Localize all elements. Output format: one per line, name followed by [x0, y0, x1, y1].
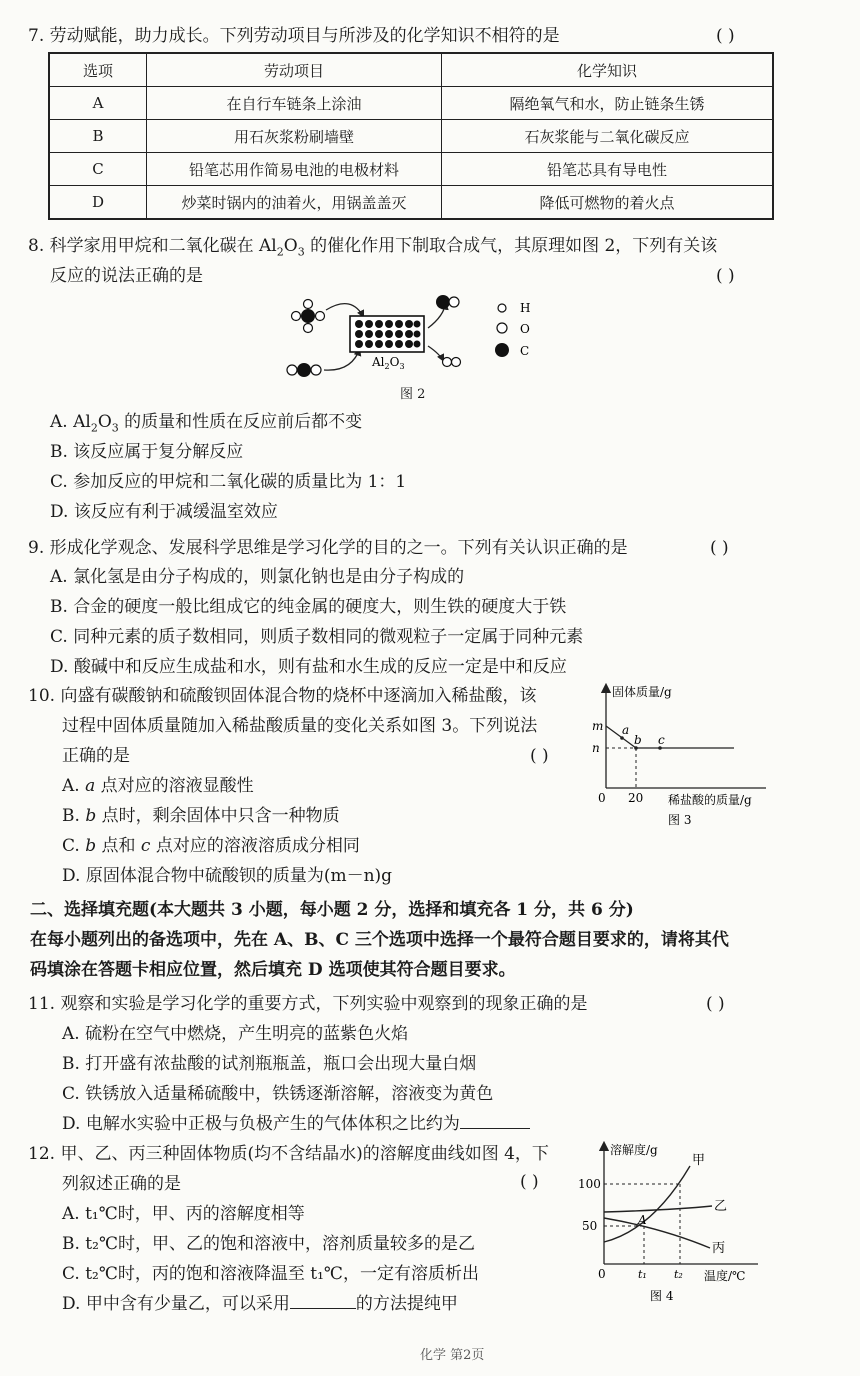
- oxygen-atom-icon: [497, 323, 507, 333]
- table-cell: 用石灰浆粉刷墙壁: [147, 120, 442, 153]
- catalyst-label: $Al_2O_3$: [372, 355, 405, 371]
- legend-label: C: [520, 344, 530, 358]
- series-label-jia: 甲: [692, 1153, 706, 1168]
- tick-label-n: n: [592, 741, 600, 755]
- q11-option-c: C. 铁锈放入适量稀硫酸中，铁锈逐渐溶解，溶液变为黄色: [62, 1084, 494, 1104]
- curve-bing: [604, 1218, 710, 1248]
- table-cell: 降低可燃物的着火点: [442, 186, 774, 220]
- tick-label-m: m: [592, 719, 604, 733]
- figure-4-solubility-chart: [572, 1140, 768, 1310]
- q9-option-c: C. 同种元素的质子数相同，则质子数相同的微观粒子一定属于同种元素: [50, 627, 584, 647]
- tick-label-50: 50: [582, 1219, 598, 1233]
- y-axis-label: 溶解度/g: [610, 1143, 658, 1157]
- x-axis-label: 温度/℃: [704, 1269, 746, 1283]
- q10-stem-line2: 过程中固体质量随加入稀盐酸质量的变化关系如图 3。下列说法: [62, 716, 538, 736]
- q11-option-d: D. 电解水实验中正极与负极产生的气体体积之比约为: [62, 1112, 530, 1136]
- q9-answer-paren: ( ): [710, 538, 729, 558]
- table-cell: B: [49, 120, 147, 153]
- table-cell: 在自行车链条上涂油: [147, 87, 442, 120]
- figure-2-caption: 图 2: [400, 387, 426, 402]
- q11-option-a: A. 硫粉在空气中燃烧，产生明亮的蓝紫色火焰: [62, 1024, 409, 1044]
- q12-answer-paren: ( ): [520, 1172, 539, 1192]
- q9-option-a: A. 氯化氢是由分子构成的，则氯化钠也是由分子构成的: [50, 567, 465, 587]
- point-label-b: b: [634, 733, 642, 747]
- table-cell: A: [49, 87, 147, 120]
- q12-stem-line2: 列叙述正确的是: [62, 1174, 181, 1194]
- fill-in-blank[interactable]: [460, 1112, 530, 1129]
- q12-option-b: B. t₂℃时，甲、乙的饱和溶液中，溶剂质量较多的是乙: [62, 1234, 475, 1254]
- tick-label-t2: t₂: [674, 1268, 683, 1281]
- y-axis-label: 固体质量/g: [612, 685, 672, 699]
- q7-stem: 7. 劳动赋能，助力成长。下列劳动项目与所涉及的化学知识不相符的是: [28, 26, 560, 46]
- table-cell: 炒菜时锅内的油着火，用锅盖盖灭: [147, 186, 442, 220]
- q10-stem-line3: 正确的是: [62, 746, 130, 766]
- table-cell: D: [49, 186, 147, 220]
- q12-option-d: D. 甲中含有少量乙，可以采用 的方法提纯甲: [62, 1294, 458, 1314]
- figure-3-caption: 图 3: [668, 813, 692, 827]
- table-header-row: [49, 53, 773, 87]
- point-label-a: A: [638, 1213, 647, 1227]
- q12-stem-line1: 12. 甲、乙、丙三种固体物质(均不含结晶水)的溶解度曲线如图 4，下: [28, 1144, 549, 1164]
- series-label-yi: 乙: [714, 1199, 728, 1214]
- point-label-a: a: [622, 723, 630, 737]
- q10-option-a: A. a 点对应的溶液显酸性: [62, 776, 254, 796]
- q9-option-d: D. 酸碱中和反应生成盐和水，则有盐和水生成的反应一定是中和反应: [50, 657, 567, 677]
- curve-jia: [604, 1166, 690, 1242]
- q8-stem: 8. 科学家用甲烷和二氧化碳在 $Al_2O_3$ 的催化作用下制取合成气，其原理如图 2，下列有关该: [28, 236, 718, 259]
- tick-label-20: 20: [628, 791, 644, 805]
- carbon-dioxide-molecule: [287, 363, 321, 377]
- table-row: [49, 87, 773, 120]
- table-cell: 铅笔芯用作简易电池的电极材料: [147, 153, 442, 186]
- methane-molecule: [292, 300, 325, 333]
- legend-label: O: [520, 322, 530, 336]
- q8-option-c: C. 参加反应的甲烷和二氧化碳的质量比为 1：1: [50, 472, 407, 492]
- carbon-atom-icon: [495, 343, 509, 357]
- table-header: 劳动项目: [147, 53, 442, 87]
- page-footer: 化学 第2页: [420, 1348, 485, 1363]
- tick-label-zero: 0: [598, 1267, 606, 1281]
- section-2-instruction-line2: 码填涂在答题卡相应位置，然后填充 D 选项使其符合题目要求。: [30, 960, 516, 980]
- q8-option-a: A. $Al_2O_3$ 的质量和性质在反应前后都不变: [50, 412, 363, 435]
- table-row: [49, 120, 773, 153]
- figure-4-caption: 图 4: [650, 1289, 674, 1303]
- q8-option-b: B. 该反应属于复分解反应: [50, 442, 244, 462]
- table-cell: 铅笔芯具有导电性: [442, 153, 774, 186]
- q8-option-d: D. 该反应有利于减缓温室效应: [50, 502, 278, 522]
- q12-option-a: A. t₁℃时，甲、丙的溶解度相等: [62, 1204, 305, 1224]
- q12-option-c: C. t₂℃时，丙的饱和溶液降温至 t₁℃，一定有溶质析出: [62, 1264, 479, 1284]
- table-cell: 隔绝氧气和水，防止链条生锈: [442, 87, 774, 120]
- x-axis-label: 稀盐酸的质量/g: [668, 793, 752, 807]
- arrow-icon: [428, 346, 444, 362]
- q9-option-b: B. 合金的硬度一般比组成它的纯金属的硬度大，则生铁的硬度大于铁: [50, 597, 567, 617]
- figure-3-solid-mass-chart: [584, 682, 774, 832]
- figure-2-reaction-diagram: [280, 288, 550, 388]
- q8-answer-paren: ( ): [716, 266, 735, 286]
- q9-stem: 9. 形成化学观念、发展科学思维是学习化学的目的之一。下列有关认识正确的是: [28, 538, 628, 558]
- section-2-instruction-line1: 在每小题列出的备选项中，先在 A、B、C 三个选项中选择一个最符合题目要求的，请将其代: [30, 930, 729, 950]
- hydrogen-molecule: [443, 358, 461, 367]
- hydrogen-atom-icon: [498, 304, 506, 312]
- table-row: [49, 186, 773, 220]
- q10-stem-line1: 10. 向盛有碳酸钠和硫酸钡固体混合物的烧杯中逐滴加入稀盐酸，该: [28, 686, 537, 706]
- table-cell: C: [49, 153, 147, 186]
- point-label-c: c: [658, 733, 665, 747]
- legend-label: H: [520, 301, 531, 315]
- q10-answer-paren: ( ): [530, 746, 549, 766]
- carbon-monoxide-molecule: [436, 295, 459, 309]
- table-header: 化学知识: [442, 53, 774, 87]
- series-label-bing: 丙: [712, 1241, 726, 1256]
- q10-option-b: B. b 点时，剩余固体中只含一种物质: [62, 806, 340, 826]
- catalyst-block: [350, 316, 424, 352]
- fill-in-blank[interactable]: [290, 1292, 356, 1309]
- q8-stem-line2: 反应的说法正确的是: [50, 266, 203, 286]
- q10-option-d: D. 原固体混合物中硫酸钡的质量为(m－n)g: [62, 866, 393, 886]
- q11-option-b: B. 打开盛有浓盐酸的试剂瓶瓶盖，瓶口会出现大量白烟: [62, 1054, 477, 1074]
- atom-legend: [495, 301, 530, 358]
- table-cell: 石灰浆能与二氧化碳反应: [442, 120, 774, 153]
- table-header: 选项: [49, 53, 147, 87]
- q7-answer-paren: ( ): [716, 26, 735, 46]
- section-2-title: 二、选择填充题(本大题共 3 小题，每小题 2 分，选择和填充各 1 分，共 6 分): [30, 900, 634, 920]
- q7-table: [48, 52, 774, 220]
- q11-answer-paren: ( ): [706, 994, 725, 1014]
- table-row: [49, 153, 773, 186]
- tick-label-100: 100: [578, 1177, 601, 1191]
- q10-option-c: C. b 点和 c 点对应的溶液溶质成分相同: [62, 836, 360, 856]
- tick-label-t1: t₁: [638, 1268, 647, 1281]
- tick-label-zero: 0: [598, 791, 606, 805]
- q11-stem: 11. 观察和实验是学习化学的重要方式，下列实验中观察到的现象正确的是: [28, 994, 588, 1014]
